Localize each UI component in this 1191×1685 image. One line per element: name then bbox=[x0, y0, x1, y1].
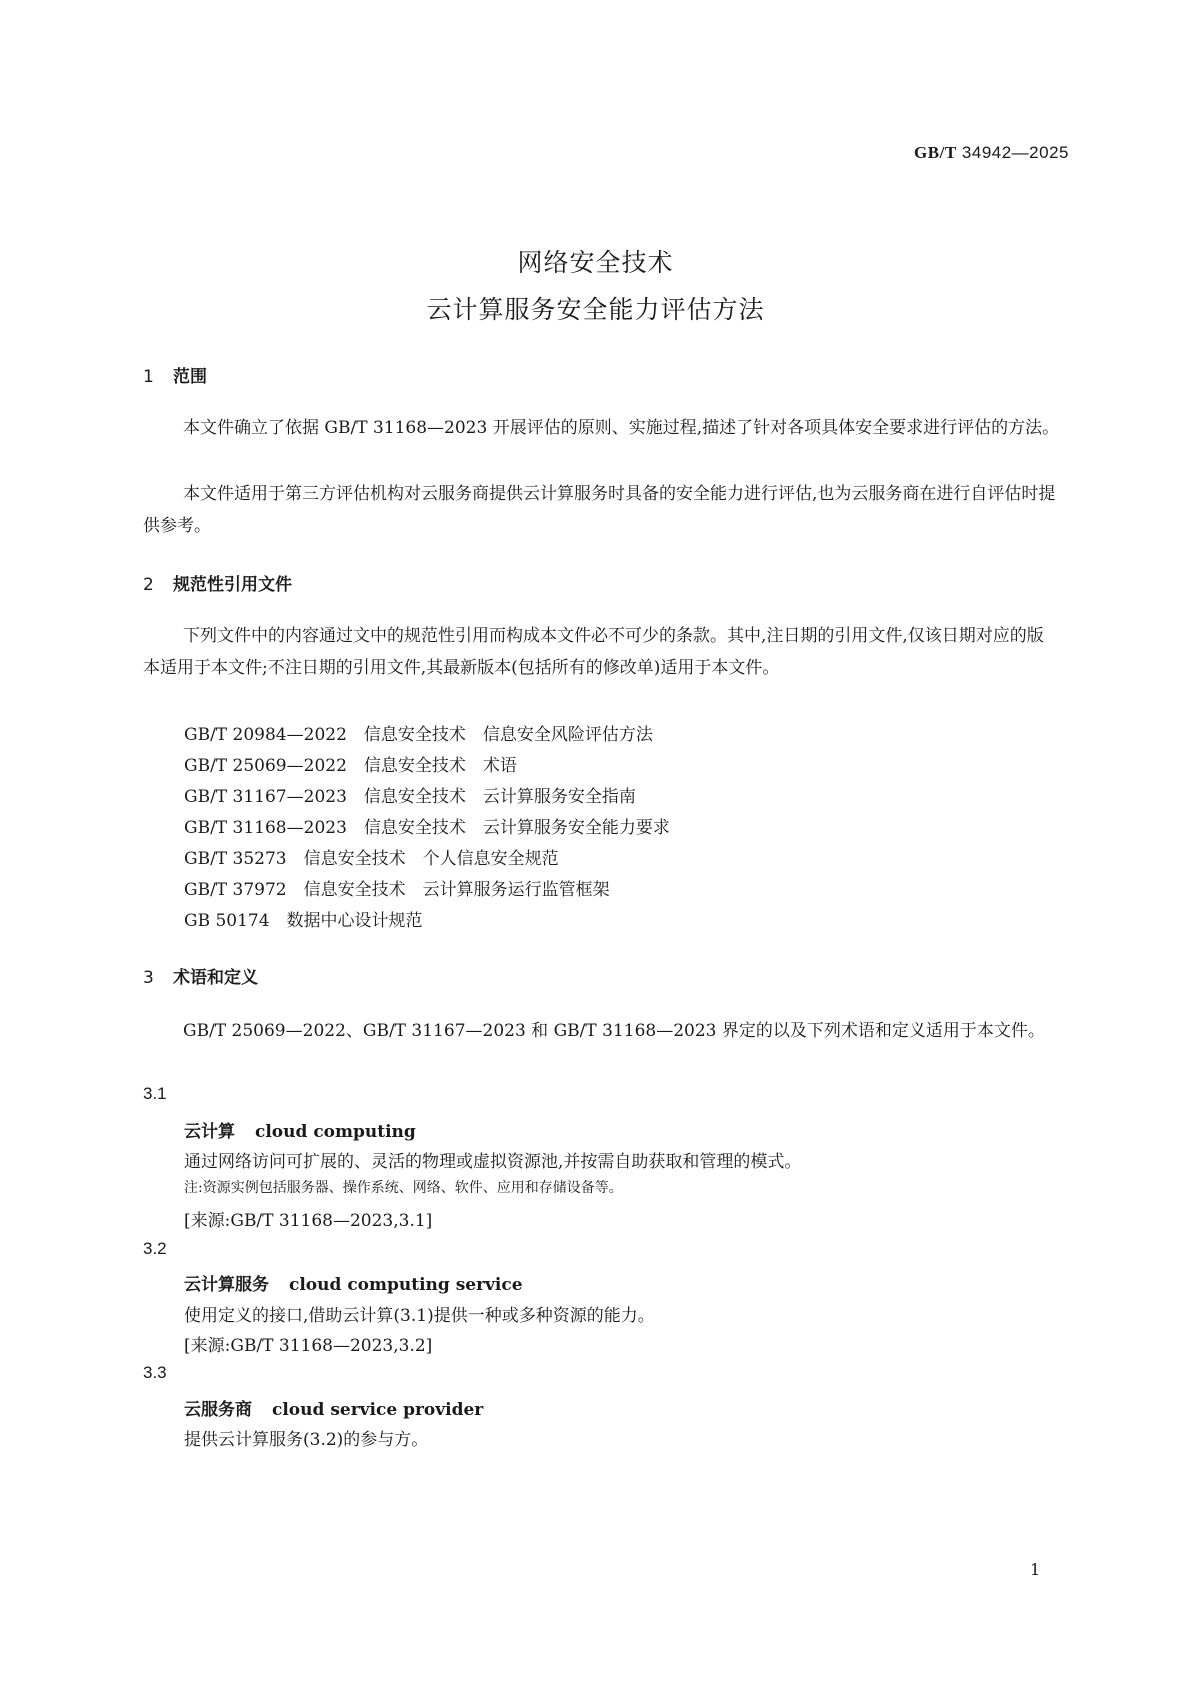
term-heading bbox=[184, 1395, 483, 1420]
reference-item: GB 50174 数据中心设计规范 bbox=[184, 911, 423, 931]
term-definition: 通过网络访问可扩展的、灵活的物理或虚拟资源池,并按需自助获取和管理的模式。 bbox=[184, 1152, 802, 1172]
section-2-heading bbox=[143, 570, 292, 595]
term-number: 3.1 bbox=[143, 1084, 167, 1103]
term-source: [来源:GB/T 31168—2023,3.2] bbox=[184, 1336, 433, 1356]
reference-item: GB/T 25069—2022 信息安全技术 术语 bbox=[184, 756, 517, 776]
page-number: 1 bbox=[1030, 1560, 1041, 1579]
term-zh: 云服务商 bbox=[184, 1400, 252, 1420]
term-en: cloud computing bbox=[255, 1122, 416, 1142]
term-heading bbox=[184, 1117, 416, 1142]
term-heading bbox=[184, 1270, 523, 1295]
term-definition: 使用定义的接口,借助云计算(3.1)提供一种或多种资源的能力。 bbox=[184, 1306, 655, 1326]
document-title-line2: 云计算服务安全能力评估方法 bbox=[426, 295, 765, 324]
term-number: 3.2 bbox=[143, 1239, 167, 1258]
term-note: 注:资源实例包括服务器、操作系统、网络、软件、应用和存储设备等。 bbox=[184, 1180, 623, 1196]
section-1-para-1: 本文件确立了依据 GB/T 31168—2023 开展评估的原则、实施过程,描述了针对各项具体安全要求进行评估的方法。 bbox=[183, 418, 1060, 438]
term-definition: 提供云计算服务(3.2)的参与方。 bbox=[184, 1430, 429, 1450]
standard-code-prefix: GB/T bbox=[914, 143, 957, 162]
section-title: 规范性引用文件 bbox=[173, 575, 292, 595]
term-en: cloud service provider bbox=[272, 1400, 484, 1420]
standard-code bbox=[914, 143, 1069, 163]
reference-item: GB/T 20984—2022 信息安全技术 信息安全风险评估方法 bbox=[184, 725, 653, 745]
reference-item: GB/T 31167—2023 信息安全技术 云计算服务安全指南 bbox=[184, 787, 636, 807]
term-zh: 云计算 bbox=[184, 1122, 235, 1142]
section-1-heading bbox=[143, 362, 207, 387]
section-3-para: GB/T 25069—2022、GB/T 31167—2023 和 GB/T 31168—2023 界定的以及下列术语和定义适用于本文件。 bbox=[183, 1021, 1045, 1041]
standard-code-number: 34942—2025 bbox=[961, 143, 1069, 162]
section-number: 1 bbox=[143, 367, 154, 387]
reference-item: GB/T 31168—2023 信息安全技术 云计算服务安全能力要求 bbox=[184, 818, 670, 838]
reference-item: GB/T 37972 信息安全技术 云计算服务运行监管框架 bbox=[184, 880, 610, 900]
term-number: 3.3 bbox=[143, 1363, 167, 1382]
document-title-line1: 网络安全技术 bbox=[517, 248, 674, 277]
section-number: 3 bbox=[143, 968, 154, 988]
reference-item: GB/T 35273 信息安全技术 个人信息安全规范 bbox=[184, 849, 559, 869]
section-3-heading bbox=[143, 963, 258, 988]
term-en: cloud computing service bbox=[289, 1275, 523, 1295]
section-1-para-2: 本文件适用于第三方评估机构对云服务商提供云计算服务时具备的安全能力进行评估,也为云服务商在进行自评估时提供参考。 bbox=[143, 484, 1056, 536]
section-title: 术语和定义 bbox=[173, 968, 258, 988]
section-2-para: 下列文件中的内容通过文中的规范性引用而构成本文件必不可少的条款。其中,注日期的引用文件,仅该日期对应的版本适用于本文件;不注日期的引用文件,其最新版本(包括所有的修改单)适用于本文件。 bbox=[143, 626, 1044, 678]
section-number: 2 bbox=[143, 575, 154, 595]
section-title: 范围 bbox=[173, 367, 207, 387]
term-zh: 云计算服务 bbox=[184, 1275, 269, 1295]
term-source: [来源:GB/T 31168—2023,3.1] bbox=[184, 1211, 433, 1231]
